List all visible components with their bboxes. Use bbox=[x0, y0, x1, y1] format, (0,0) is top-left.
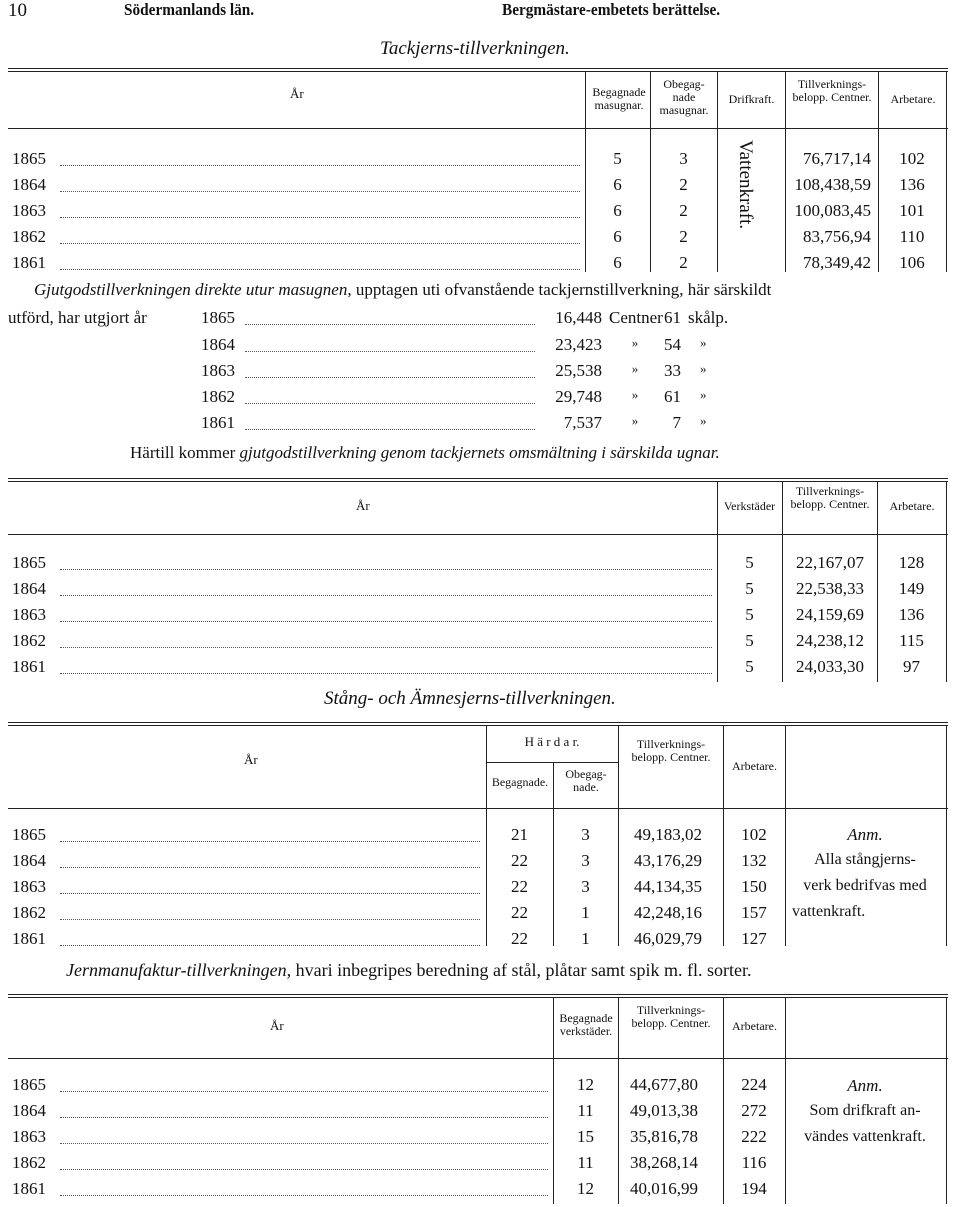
amount-cell: 25,538 bbox=[555, 361, 602, 380]
t3-col-begagnade: Begagnade. bbox=[491, 775, 549, 789]
begagnade-cell: 5 bbox=[613, 149, 622, 168]
verkstader-cell: 11 bbox=[577, 1153, 594, 1172]
belopp-cell: 35,816,78 bbox=[630, 1127, 698, 1146]
belopp-cell: 42,248,16 bbox=[634, 903, 702, 922]
arbetare-cell: 149 bbox=[898, 579, 925, 598]
belopp-cell: 49,013,38 bbox=[630, 1101, 698, 1120]
verkstader-cell: 5 bbox=[745, 553, 754, 572]
count-cell: 61 bbox=[664, 387, 681, 406]
count-cell: 7 bbox=[672, 413, 681, 432]
arbetare-cell: 136 bbox=[899, 175, 925, 194]
year-cell: 1865 bbox=[12, 825, 46, 844]
begagnade-cell: 6 bbox=[613, 201, 622, 220]
belopp-cell: 100,083,45 bbox=[794, 201, 871, 220]
obegagnade-cell: 1 bbox=[581, 929, 590, 948]
verkstader-cell: 5 bbox=[745, 605, 754, 624]
belopp-cell: 49,183,02 bbox=[634, 825, 702, 844]
t4-col-verkstader: Begagnade verkstäder. bbox=[559, 1011, 613, 1038]
t1-col-obegagnade: Obegag-nade masugnar. bbox=[659, 77, 709, 117]
belopp-cell: 46,029,79 bbox=[634, 929, 702, 948]
arbetare-cell: 128 bbox=[898, 553, 925, 572]
verkstader-cell: 11 bbox=[577, 1101, 594, 1120]
amount-cell: 29,748 bbox=[555, 387, 602, 406]
year-cell: 1865 bbox=[12, 149, 46, 168]
year-cell: 1862 bbox=[12, 903, 46, 922]
belopp-cell: 24,159,69 bbox=[796, 605, 864, 624]
arbetare-cell: 132 bbox=[741, 851, 767, 870]
t4-anm-title: Anm. bbox=[847, 1076, 883, 1095]
year-cell: 1863 bbox=[12, 1127, 46, 1146]
belopp-cell: 38,268,14 bbox=[630, 1153, 698, 1172]
unit-cell: » bbox=[631, 335, 639, 350]
begagnade-cell: 6 bbox=[613, 253, 622, 272]
begagnade-cell: 6 bbox=[613, 175, 622, 194]
year-cell: 1863 bbox=[12, 605, 46, 624]
year-cell: 1862 bbox=[12, 1153, 46, 1172]
t3-col-arbetare: Arbetare. bbox=[732, 759, 777, 773]
t2-col-year: År bbox=[356, 498, 370, 513]
suffix-cell: skålp. bbox=[688, 308, 729, 327]
obegagnade-cell: 1 bbox=[581, 903, 590, 922]
belopp-cell: 24,033,30 bbox=[796, 657, 864, 676]
year-cell: 1861 bbox=[12, 253, 46, 272]
arbetare-cell: 115 bbox=[899, 631, 924, 650]
verkstader-cell: 15 bbox=[577, 1127, 594, 1146]
t1-title: Tackjerns-tillverkningen. bbox=[380, 38, 570, 59]
year-cell: 1863 bbox=[12, 877, 46, 896]
amount-cell: 7,537 bbox=[563, 413, 602, 432]
arbetare-cell: 102 bbox=[741, 825, 767, 844]
arbetare-cell: 102 bbox=[899, 149, 925, 168]
begagnade-cell: 22 bbox=[511, 851, 528, 870]
report-heading: Bergmästare-embetets berättelse. bbox=[502, 0, 721, 19]
para1-note bbox=[130, 443, 720, 463]
year-cell: 1861 bbox=[12, 657, 46, 676]
arbetare-cell: 157 bbox=[741, 903, 767, 922]
t4-title-rest: hvari inbegripes beredning af stål, plåtar samt spik m. fl. sorter. bbox=[295, 960, 752, 980]
belopp-cell: 43,176,29 bbox=[634, 851, 702, 870]
verkstader-cell: 5 bbox=[745, 579, 754, 598]
arbetare-cell: 110 bbox=[899, 227, 925, 246]
t3-anm-line: Alla stångjerns- bbox=[814, 851, 916, 868]
belopp-cell: 40,016,99 bbox=[630, 1179, 698, 1198]
t1-col-belopp: Tillverknings-belopp. Centner. bbox=[792, 77, 872, 104]
count-cell: 61 bbox=[664, 308, 681, 327]
arbetare-cell: 101 bbox=[899, 201, 925, 220]
t2-col-verkstader: Verkstäder bbox=[723, 499, 776, 513]
year-cell: 1861 bbox=[12, 1179, 46, 1198]
region-heading: Södermanlands län. bbox=[124, 0, 255, 19]
obegagnade-cell: 3 bbox=[581, 825, 590, 844]
t1-col-begagnade: Begagnade masugnar. bbox=[592, 85, 646, 112]
year-cell: 1862 bbox=[12, 631, 46, 650]
year-cell: 1861 bbox=[201, 413, 235, 432]
belopp-cell: 108,438,59 bbox=[794, 175, 871, 194]
unit-cell: » bbox=[631, 361, 639, 376]
t1-col-arbetare: Arbetare. bbox=[890, 92, 936, 106]
t3-title: Stång- och Ämnesjerns-tillverkningen. bbox=[324, 688, 616, 709]
t4-title-italic: Jernmanufaktur-tillverkningen, bbox=[66, 960, 292, 980]
belopp-cell: 83,756,94 bbox=[803, 227, 871, 246]
arbetare-cell: 150 bbox=[741, 877, 767, 896]
suffix-cell: » bbox=[700, 361, 707, 376]
arbetare-cell: 136 bbox=[898, 605, 925, 624]
year-cell: 1862 bbox=[12, 227, 46, 246]
t3-col-hardar: H ä r d a r. bbox=[524, 734, 580, 749]
year-cell: 1865 bbox=[12, 1075, 46, 1094]
suffix-cell: » bbox=[700, 387, 707, 402]
t3-anm-line: vattenkraft. bbox=[792, 903, 866, 920]
count-cell: 33 bbox=[664, 361, 681, 380]
arbetare-cell: 222 bbox=[741, 1127, 767, 1146]
t4-col-belopp: Tillverknings-belopp. Centner. bbox=[631, 1003, 711, 1030]
t1-col-drifkraft: Drifkraft. bbox=[728, 92, 775, 106]
obegagnade-cell: 2 bbox=[679, 227, 688, 246]
year-cell: 1863 bbox=[12, 201, 46, 220]
begagnade-cell: 21 bbox=[511, 825, 528, 844]
year-cell: 1863 bbox=[201, 361, 235, 380]
year-cell: 1865 bbox=[201, 308, 235, 327]
obegagnade-cell: 3 bbox=[581, 877, 590, 896]
obegagnade-cell: 2 bbox=[679, 175, 688, 194]
suffix-cell: » bbox=[700, 413, 707, 428]
para1-line1 bbox=[34, 280, 771, 300]
year-cell: 1864 bbox=[12, 1101, 46, 1120]
belopp-cell: 44,677,80 bbox=[630, 1075, 698, 1094]
t4-col-year: År bbox=[270, 1018, 284, 1033]
t3-col-year: År bbox=[244, 752, 258, 767]
t1-col-year: År bbox=[290, 86, 304, 101]
obegagnade-cell: 2 bbox=[679, 201, 688, 220]
t1-drifkraft-vertical: Vattenkraft. bbox=[735, 140, 756, 230]
year-cell: 1862 bbox=[201, 387, 235, 406]
t2-col-arbetare: Arbetare. bbox=[889, 499, 935, 513]
para1-note-prefix: Härtill kommer bbox=[130, 443, 236, 462]
belopp-cell: 22,538,33 bbox=[796, 579, 864, 598]
year-cell: 1864 bbox=[12, 175, 46, 194]
year-cell: 1864 bbox=[12, 851, 46, 870]
suffix-cell: » bbox=[700, 335, 707, 350]
count-cell: 54 bbox=[664, 335, 681, 354]
begagnade-cell: 6 bbox=[613, 227, 622, 246]
amount-cell: 16,448 bbox=[555, 308, 602, 327]
begagnade-cell: 22 bbox=[511, 929, 528, 948]
begagnade-cell: 22 bbox=[511, 903, 528, 922]
belopp-cell: 22,167,07 bbox=[796, 553, 864, 572]
t3-anm-line: verk bedrifvas med bbox=[803, 877, 927, 894]
t4-col-arbetare: Arbetare. bbox=[732, 1019, 777, 1033]
arbetare-cell: 194 bbox=[741, 1179, 767, 1198]
arbetare-cell: 116 bbox=[741, 1153, 767, 1172]
belopp-cell: 78,349,42 bbox=[803, 253, 871, 272]
t4-anm-line: vändes vattenkraft. bbox=[804, 1128, 926, 1145]
para1-line1-italic: Gjutgodstillverkningen direkte utur masugnen, bbox=[34, 280, 352, 299]
year-cell: 1865 bbox=[12, 553, 46, 572]
unit-cell: » bbox=[631, 387, 639, 402]
verkstader-cell: 5 bbox=[745, 657, 754, 676]
year-cell: 1864 bbox=[12, 579, 46, 598]
belopp-cell: 44,134,35 bbox=[634, 877, 702, 896]
arbetare-cell: 97 bbox=[903, 657, 920, 676]
obegagnade-cell: 3 bbox=[679, 149, 688, 168]
t4-title bbox=[66, 960, 751, 981]
para1-note-italic: gjutgodstillverkning genom tackjernets omsmältning i särskilda ugnar. bbox=[239, 443, 720, 462]
year-cell: 1864 bbox=[201, 335, 235, 354]
obegagnade-cell: 2 bbox=[679, 253, 688, 272]
amount-cell: 23,423 bbox=[555, 335, 602, 354]
verkstader-cell: 5 bbox=[745, 631, 754, 650]
belopp-cell: 24,238,12 bbox=[796, 631, 864, 650]
verkstader-cell: 12 bbox=[577, 1179, 594, 1198]
arbetare-cell: 106 bbox=[899, 253, 925, 272]
obegagnade-cell: 3 bbox=[581, 851, 590, 870]
t4-anm-line: Som drifkraft an- bbox=[809, 1102, 921, 1119]
t2-col-belopp: Tillverknings-belopp. Centner. bbox=[790, 484, 870, 511]
begagnade-cell: 22 bbox=[511, 877, 528, 896]
para1-line2-prefix: utförd, har utgjort år bbox=[8, 308, 147, 327]
t3-col-obegagnade: Obegag-nade. bbox=[565, 767, 607, 794]
t3-anm-title: Anm. bbox=[847, 825, 883, 844]
year-cell: 1861 bbox=[12, 929, 46, 948]
page-number: 10 bbox=[8, 0, 27, 21]
unit-cell: » bbox=[631, 413, 639, 428]
arbetare-cell: 272 bbox=[741, 1101, 767, 1120]
t3-col-belopp: Tillverknings-belopp. Centner. bbox=[631, 737, 711, 764]
para1-line1-rest: upptagen uti ofvanstående tackjernstillverkning, här särskildt bbox=[355, 280, 772, 299]
verkstader-cell: 12 bbox=[577, 1075, 594, 1094]
arbetare-cell: 127 bbox=[741, 929, 767, 948]
unit-cell: Centner bbox=[609, 308, 663, 327]
arbetare-cell: 224 bbox=[741, 1075, 767, 1094]
belopp-cell: 76,717,14 bbox=[803, 149, 871, 168]
